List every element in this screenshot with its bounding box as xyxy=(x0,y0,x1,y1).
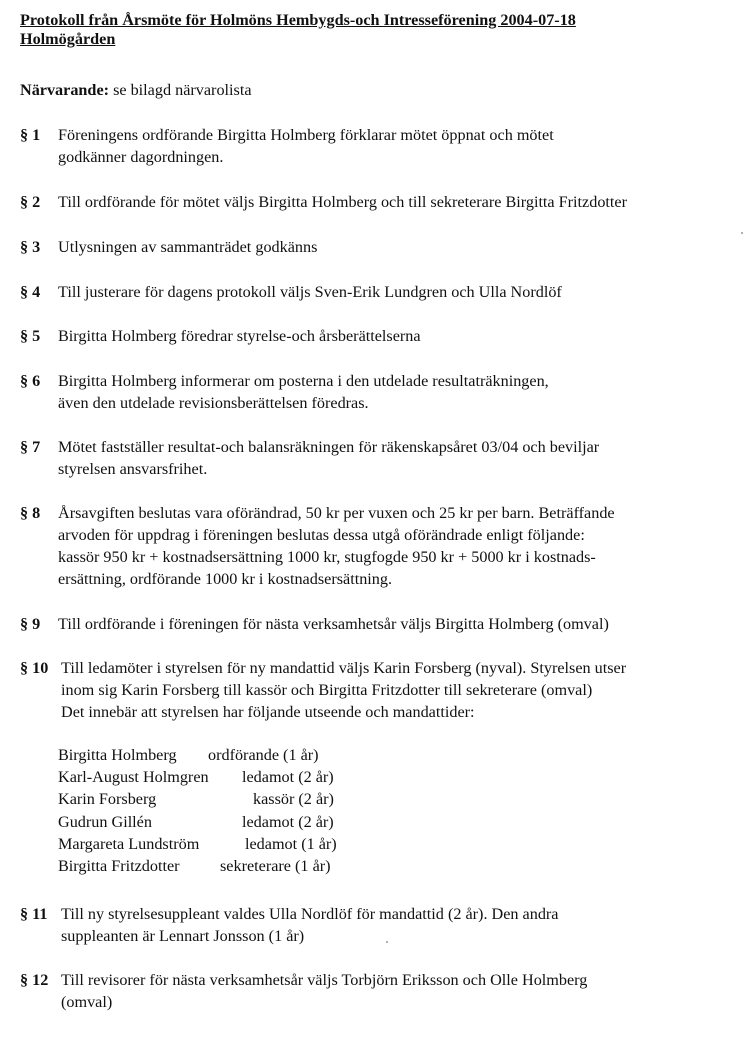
paragraph-1 xyxy=(20,124,745,168)
member-name: Birgitta Holmberg xyxy=(58,746,177,764)
paragraph-number: § 6 xyxy=(20,372,41,390)
paragraph-number: § 1 xyxy=(20,126,41,144)
paragraph-number: § 5 xyxy=(20,327,41,345)
paragraph-number: § 9 xyxy=(20,615,41,633)
scan-speck xyxy=(741,232,743,234)
paragraph-text: Till ledamöter i styrelsen för ny mandattid väljs Karin Forsberg (nyval). Styrelsen utser inom sig Karin Forsberg till kassör och Birgitta Fritzdotter till sekreterare (omval) Det innebär att styrelsen har följande utseende och mandattider: xyxy=(61,659,627,721)
paragraph-9 xyxy=(20,613,745,635)
paragraph-number: § 11 xyxy=(20,905,48,923)
paragraph-3 xyxy=(20,236,745,258)
member-name: Gudrun Gillén xyxy=(58,812,152,831)
paragraph-2 xyxy=(20,191,745,213)
member-role: ledamot (2 år) xyxy=(242,812,334,831)
member-role: sekreterare (1 år) xyxy=(220,856,331,875)
paragraph-10 xyxy=(20,657,745,723)
paragraph-text: Till ordförande för mötet väljs Birgitta Holmberg och till sekreterare Birgitta Fritzdotter xyxy=(58,193,627,211)
paragraph-text: Mötet fastställer resultat-och balansräkningen för räkenskapsåret 03/04 och beviljar styrelsen ansvarsfrihet. xyxy=(58,438,600,478)
paragraph-text: Till ny styrelsesuppleant valdes Ulla Nordlöf för mandattid (2 år). Den andra suppleanten är Lennart Jonsson (1 år) xyxy=(61,905,559,945)
paragraph-text: Utlysningen av sammanträdet godkänns xyxy=(58,238,318,256)
scan-speck xyxy=(386,941,388,943)
paragraph-number: § 10 xyxy=(20,659,49,677)
paragraph-text: Föreningens ordförande Birgitta Holmberg förklarar mötet öppnat och mötet godkänner dagordningen. xyxy=(58,126,554,166)
paragraph-text: Till ordförande i föreningen för nästa verksamhetsår väljs Birgitta Holmberg (omval) xyxy=(58,615,609,633)
attendance-label: Närvarande: xyxy=(20,81,110,99)
paragraph-number: § 2 xyxy=(20,193,41,211)
paragraph-5 xyxy=(20,325,745,347)
paragraph-text: Birgitta Holmberg föredrar styrelse-och årsberättelserna xyxy=(58,327,421,345)
paragraph-7 xyxy=(20,436,745,480)
paragraph-4 xyxy=(20,281,745,303)
paragraph-text: Till justerare för dagens protokoll väljs Sven-Erik Lundgren och Ulla Nordlöf xyxy=(58,283,562,301)
paragraph-text: Till revisorer för nästa verksamhetsår väljs Torbjörn Eriksson och Olle Holmberg (omval) xyxy=(61,971,588,1011)
document-title xyxy=(20,11,720,49)
member-name: Karin Forsberg xyxy=(58,790,157,809)
paragraph-12 xyxy=(20,969,745,1013)
member-role: ledamot (1 år) xyxy=(245,834,337,853)
title-line-2: Holmögården xyxy=(20,30,116,48)
member-name: Margareta Lundström xyxy=(58,834,200,853)
attendance-line xyxy=(20,81,252,100)
paragraph-11 xyxy=(20,903,745,947)
member-role: kassör (2 år) xyxy=(253,790,334,809)
paragraph-number: § 4 xyxy=(20,283,41,301)
paragraph-6 xyxy=(20,370,745,414)
title-line-1: Protokoll från Årsmöte för Holmöns Hembygds-och Intresseförening 2004-07-18 xyxy=(20,11,576,29)
paragraph-number: § 8 xyxy=(20,504,41,522)
paragraph-number: § 3 xyxy=(20,238,41,256)
member-role: ledamot (2 år) xyxy=(242,768,334,787)
member-name: Karl-August Holmgren xyxy=(58,768,209,787)
attendance-text: se bilagd närvarolista xyxy=(113,81,252,99)
paragraph-8 xyxy=(20,502,745,590)
member-role: ordförande (1 år) xyxy=(208,746,319,764)
paragraph-text: Årsavgiften beslutas vara oförändrad, 50 kr per vuxen och 25 kr per barn. Beträffande arvoden för uppdrag i föreningen beslutas dessa utgå oförändrade enligt följande: kassör 950 kr + kostnadsersättning 1000 kr, stugfogde 950 kr + 5000 kr i kostnads- ersättning, ordförande 1000 kr i kostnadsersättning. xyxy=(58,504,615,588)
member-name: Birgitta Fritzdotter xyxy=(58,856,180,875)
paragraph-number: § 7 xyxy=(20,438,41,456)
paragraph-text: Birgitta Holmberg informerar om posterna i den utdelade resultaträkningen, även den utdelade revisionsberättelsen föredras. xyxy=(58,372,549,412)
paragraph-number: § 12 xyxy=(20,971,49,989)
